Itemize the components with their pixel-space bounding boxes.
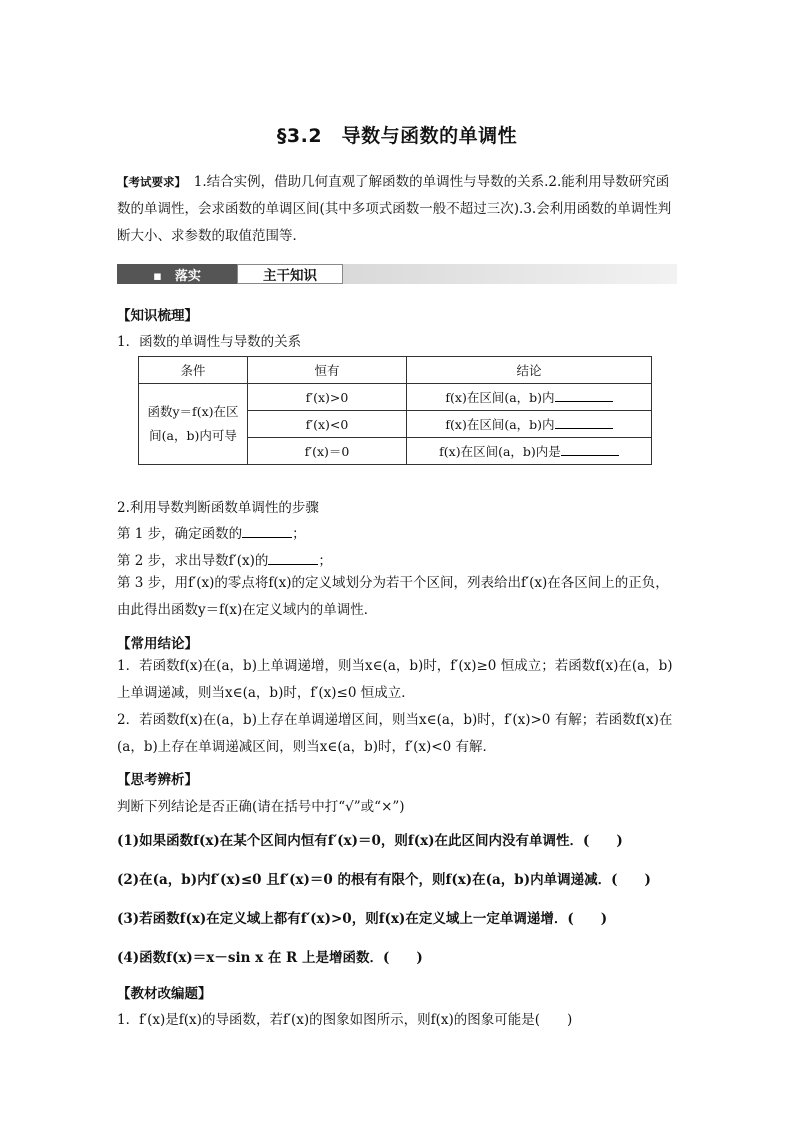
- step-1-text: 第 1 步，确定函数的: [117, 526, 243, 542]
- table-header-conclusion: 结论: [407, 357, 652, 384]
- answer-blank[interactable]: [555, 416, 613, 429]
- step-2: [117, 549, 332, 569]
- exam-req-tag: 【考试要求】: [117, 175, 181, 189]
- knowledge-tag: 【知识梳理】: [117, 308, 198, 324]
- answer-blank[interactable]: [268, 552, 318, 565]
- result-text: f(x)在区间(a，b)内: [445, 390, 555, 405]
- think-tag: 【思考辨析】: [117, 772, 198, 788]
- textbook-tag: 【教材改编题】: [117, 986, 212, 1002]
- table-condition-cell: 函数y＝f(x)在区间(a，b)内可导: [139, 384, 248, 465]
- table-header-condition: 条件: [139, 357, 248, 384]
- table-cell-result: [407, 411, 652, 438]
- think-question-4: (4)函数f(x)＝x－sin x 在 R 上是增函数．( ): [117, 950, 423, 966]
- table-header-row: [139, 357, 652, 384]
- step-1-end: ；: [292, 526, 306, 542]
- table-cell-cond: f′(x)＝0: [248, 438, 407, 465]
- banner-left-label: ▪ 落实: [117, 264, 237, 284]
- result-text: f(x)在区间(a，b)内是: [439, 444, 561, 459]
- monotonicity-table: [138, 356, 652, 465]
- textbook-question-1: 1．f′(x)是f(x)的导函数，若f′(x)的图象如图所示，则f(x)的图象可能是( ): [117, 1012, 573, 1028]
- knowledge-item-2: 2.利用导数判断函数单调性的步骤: [117, 500, 319, 516]
- think-question-2: (2)在(a，b)内f′(x)≤0 且f′(x)＝0 的根有有限个，则f(x)在(a，b)内单调递减．( ): [117, 872, 651, 888]
- step-2-text: 第 2 步，求出导数f′(x)的: [117, 553, 269, 569]
- page-title: §3.2 导数与函数的单调性: [276, 125, 518, 147]
- banner-right-label: 主干知识: [237, 264, 343, 284]
- result-text: f(x)在区间(a，b)内: [445, 417, 555, 432]
- table-cell-cond: f′(x)<0: [248, 411, 407, 438]
- think-intro: 判断下列结论是否正确(请在括号中打“√”或“×”): [117, 799, 405, 815]
- table-cell-result: [407, 384, 652, 411]
- knowledge-item-1: 1．函数的单调性与导数的关系: [117, 334, 302, 350]
- common-conclusion-1: 1．若函数f(x)在(a，b)上单调递增，则当x∈(a，b)时，f′(x)≥0 恒成立；若函数f(x)在(a，b)上单调递减，则当x∈(a，b)时，f′(x)≤0 恒成立．: [117, 658, 673, 701]
- common-tag: 【常用结论】: [117, 636, 198, 652]
- step-2-end: ；: [318, 553, 332, 569]
- table-row: [139, 384, 652, 411]
- think-question-3: (3)若函数f(x)在定义域上都有f′(x)>0，则f(x)在定义域上一定单调递增．( ): [117, 911, 608, 927]
- answer-blank[interactable]: [242, 525, 292, 538]
- answer-blank[interactable]: [555, 389, 613, 402]
- exam-req-text: 1.结合实例，借助几何直观了解函数的单调性与导数的关系.2.能利用导数研究函数的单调性，会求函数的单调区间(其中多项式函数一般不超过三次).3.会利用函数的单调性判断大小、求参数的取值范围等．: [117, 174, 672, 244]
- table-cell-cond: f′(x)>0: [248, 384, 407, 411]
- think-question-1: (1)如果函数f(x)在某个区间内恒有f′(x)＝0，则f(x)在此区间内没有单调性．( ): [117, 833, 623, 849]
- common-conclusion-2: 2．若函数f(x)在(a，b)上存在单调递增区间，则当x∈(a，b)时，f′(x)>0 有解；若函数f(x)在(a，b)上存在单调递减区间，则当x∈(a，b)时，f′(x)<0 有解．: [117, 712, 673, 755]
- answer-blank[interactable]: [561, 443, 619, 456]
- step-3: 第 3 步，用f′(x)的零点将f(x)的定义域划分为若干个区间，列表给出f′(x)在各区间上的正负，由此得出函数y＝f(x)在定义域内的单调性．: [117, 575, 669, 618]
- table-cell-result: [407, 438, 652, 465]
- step-1: [117, 522, 306, 542]
- exam-requirements: [117, 169, 677, 250]
- table-header-always: 恒有: [248, 357, 407, 384]
